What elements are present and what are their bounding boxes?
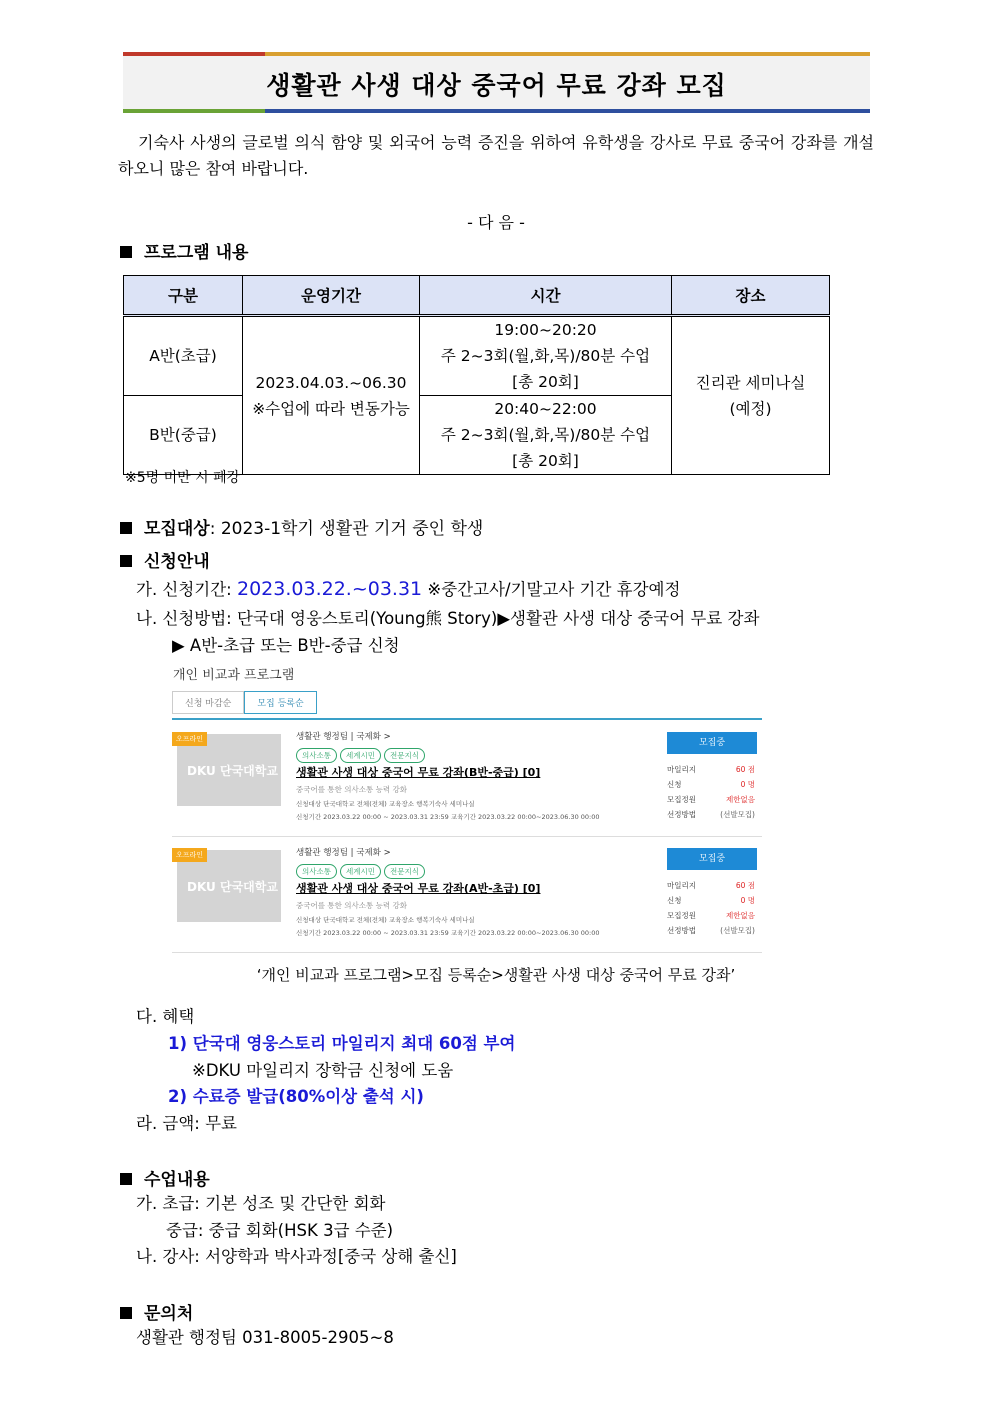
apply-method-2: ▶ A반-초급 또는 B반-중급 신청 bbox=[172, 636, 400, 655]
course-org: 생활관 행정팀 | 국제화 > bbox=[296, 848, 391, 858]
program-table bbox=[123, 275, 830, 475]
course-desc: 중국어를 통한 의사소통 능력 강화 bbox=[296, 901, 407, 910]
tag: 전문지식 bbox=[384, 864, 425, 879]
table-header-row bbox=[124, 276, 830, 316]
class-a: A반(초급) bbox=[124, 316, 243, 396]
content-2: 중급: 중급 회화(HSK 3급 수준) bbox=[166, 1221, 394, 1240]
course-info-1: 신청대상 단국대학교 전체(전체) 교육장소 행복기숙사 세미나실 bbox=[296, 916, 475, 924]
select-value: (선발모집) bbox=[720, 926, 755, 935]
course-title-link[interactable]: 생활관 사생 대상 중국어 무료 강좌(A반-초급) [0] bbox=[296, 882, 541, 895]
tag: 의사소통 bbox=[296, 864, 337, 879]
capacity-row bbox=[667, 910, 757, 925]
applied-value: 0 명 bbox=[740, 896, 755, 905]
target-line bbox=[120, 516, 483, 542]
place-value: 진리관 세미나실 bbox=[695, 373, 806, 392]
apply-period-note: ※중간고사/기말고사 기간 휴강예정 bbox=[427, 580, 681, 599]
period-note: ※수업에 따라 변동가능 bbox=[252, 399, 410, 418]
header-class: 구분 bbox=[124, 276, 243, 316]
tag: 세계시민 bbox=[340, 748, 381, 763]
recruiting-button[interactable]: 모집중 bbox=[667, 848, 757, 870]
applied-label: 신청 bbox=[667, 896, 682, 905]
tag: 의사소통 bbox=[296, 748, 337, 763]
tag: 전문지식 bbox=[384, 748, 425, 763]
square-bullet-icon bbox=[120, 1173, 132, 1185]
program-heading-text: 프로그램 내용 bbox=[144, 243, 249, 263]
banner-bottom-bar bbox=[123, 109, 870, 113]
dku-logo: DKU 단국대학교 bbox=[187, 764, 278, 778]
recruiting-button[interactable]: 모집중 bbox=[667, 732, 757, 754]
period-cell bbox=[243, 316, 420, 475]
target-value: : 2023-1학기 생활관 기거 중인 학생 bbox=[209, 519, 484, 539]
period-value: 2023.04.03.~06.30 bbox=[255, 373, 407, 392]
square-bullet-icon bbox=[120, 555, 132, 567]
next-label: - 다 음 - bbox=[467, 213, 525, 232]
course-info-1: 신청대상 단국대학교 전체(전체) 교육장소 행복기숙사 세미나실 bbox=[296, 800, 475, 808]
target-label: 모집대상 bbox=[144, 519, 210, 539]
time-b-schedule: 주 2~3회(월,화,목)/80분 수업 bbox=[440, 426, 651, 444]
select-row bbox=[667, 925, 757, 940]
course-tags bbox=[296, 864, 428, 879]
mileage-row bbox=[667, 880, 757, 895]
header-period: 운영기간 bbox=[243, 276, 420, 316]
select-row bbox=[667, 809, 757, 824]
content-3: 나. 강사: 서양학과 박사과정[중국 상해 출신] bbox=[136, 1247, 457, 1266]
time-b bbox=[420, 396, 672, 475]
class-b: B반(중급) bbox=[124, 396, 243, 475]
course-side-panel bbox=[667, 732, 757, 824]
capacity-label: 모집정원 bbox=[667, 911, 696, 920]
time-a-schedule: 주 2~3회(월,화,목)/80분 수업 bbox=[440, 347, 651, 365]
capacity-row bbox=[667, 794, 757, 809]
applied-row bbox=[667, 779, 757, 794]
offline-badge: 오프라인 bbox=[172, 732, 207, 746]
course-info-2: 신청기간 2023.03.22 00:00 ~ 2023.03.31 23:59 교육기간 2023.03.22 00:00~2023.06.30 00:00 bbox=[296, 813, 600, 821]
screenshot-tabs bbox=[172, 691, 317, 714]
mileage-label: 마일리지 bbox=[667, 765, 696, 774]
square-bullet-icon bbox=[120, 1307, 132, 1319]
place-cell bbox=[672, 316, 830, 475]
benefit-1-note: ※DKU 마일리지 장학금 신청에 도움 bbox=[192, 1061, 454, 1080]
mileage-row bbox=[667, 764, 757, 779]
capacity-value: 제한없음 bbox=[726, 795, 755, 804]
screenshot-divider bbox=[172, 718, 762, 720]
square-bullet-icon bbox=[120, 246, 132, 258]
content-heading-text: 수업내용 bbox=[144, 1170, 210, 1190]
apply-method: 나. 신청방법: 단국대 영웅스토리(Young熊 Story)▶생활관 사생 대상 중국어 무료 강좌 bbox=[136, 609, 760, 628]
apply-period-label: 가. 신청기간: bbox=[136, 580, 232, 599]
header-time: 시간 bbox=[420, 276, 672, 316]
place-note: (예정) bbox=[729, 399, 772, 418]
course-info-2: 신청기간 2023.03.22 00:00 ~ 2023.03.31 23:59 교육기간 2023.03.22 00:00~2023.06.30 00:00 bbox=[296, 929, 600, 937]
course-org: 생활관 행정팀 | 국제화 > bbox=[296, 732, 391, 742]
screenshot-caption: ‘개인 비교과 프로그램>모집 등록순>생활관 사생 대상 중국어 무료 강좌’ bbox=[256, 966, 736, 984]
select-label: 선정방법 bbox=[667, 810, 696, 819]
applied-row bbox=[667, 895, 757, 910]
course-title-link[interactable]: 생활관 사생 대상 중국어 무료 강좌(B반-중급) [0] bbox=[296, 766, 541, 779]
time-a-count: [총 20회] bbox=[512, 373, 579, 391]
time-a bbox=[420, 316, 672, 396]
time-a-hours: 19:00~20:20 bbox=[494, 321, 597, 339]
page-title: 생활관 사생 대상 중국어 무료 강좌 모집 bbox=[266, 71, 727, 100]
select-value: (선발모집) bbox=[720, 810, 755, 819]
course-card[interactable] bbox=[172, 844, 762, 953]
time-b-count: [총 20회] bbox=[512, 452, 579, 470]
close-note: ※5명 미만 시 폐강 bbox=[125, 470, 241, 486]
mileage-value: 60 점 bbox=[735, 881, 755, 890]
program-screenshot bbox=[170, 660, 765, 955]
tab-closing[interactable]: 신청 마감순 bbox=[172, 691, 244, 714]
intro-paragraph: 기숙사 사생의 글로벌 의식 함양 및 외국어 능력 증진을 위하여 유학생을 강사로 무료 중국어 강좌를 개설하오니 많은 참여 바랍니다. bbox=[118, 133, 874, 178]
benefit-label: 다. 혜택 bbox=[136, 1007, 195, 1026]
screenshot-section-title: 개인 비교과 프로그램 bbox=[173, 668, 295, 683]
course-desc: 중국어를 통한 의사소통 능력 강화 bbox=[296, 785, 407, 794]
mileage-value: 60 점 bbox=[735, 765, 755, 774]
capacity-value: 제한없음 bbox=[726, 911, 755, 920]
offline-badge: 오프라인 bbox=[172, 848, 207, 862]
apply-period-value: 2023.03.22.~03.31 bbox=[237, 578, 423, 600]
contact-value: 생활관 행정팀 031-8005-2905~8 bbox=[136, 1328, 394, 1347]
table-row bbox=[124, 316, 830, 396]
content-1: 가. 초급: 기본 성조 및 간단한 회화 bbox=[136, 1194, 386, 1213]
program-heading bbox=[120, 238, 248, 263]
course-side-panel bbox=[667, 848, 757, 940]
banner-top-bar bbox=[123, 52, 870, 56]
header-place: 장소 bbox=[672, 276, 830, 316]
contact-heading-text: 문의처 bbox=[144, 1304, 194, 1324]
capacity-label: 모집정원 bbox=[667, 795, 696, 804]
apply-heading bbox=[120, 547, 210, 572]
course-tags bbox=[296, 748, 428, 763]
apply-period bbox=[136, 576, 680, 603]
fee-line: 라. 금액: 무료 bbox=[136, 1114, 237, 1133]
square-bullet-icon bbox=[120, 522, 132, 534]
title-banner bbox=[123, 52, 870, 113]
content-heading bbox=[120, 1165, 210, 1190]
benefit-2: 2) 수료증 발급(80%이상 출석 시) bbox=[168, 1087, 424, 1106]
apply-heading-text: 신청안내 bbox=[144, 552, 210, 572]
benefit-1: 1) 단국대 영웅스토리 마일리지 최대 60점 부여 bbox=[168, 1034, 516, 1053]
applied-label: 신청 bbox=[667, 780, 682, 789]
contact-heading bbox=[120, 1299, 193, 1324]
tab-registered[interactable]: 모집 등록순 bbox=[244, 691, 316, 714]
dku-logo: DKU 단국대학교 bbox=[187, 880, 278, 894]
select-label: 선정방법 bbox=[667, 926, 696, 935]
mileage-label: 마일리지 bbox=[667, 881, 696, 890]
course-card[interactable] bbox=[172, 728, 762, 837]
applied-value: 0 명 bbox=[740, 780, 755, 789]
tag: 세계시민 bbox=[340, 864, 381, 879]
time-b-hours: 20:40~22:00 bbox=[494, 400, 597, 418]
